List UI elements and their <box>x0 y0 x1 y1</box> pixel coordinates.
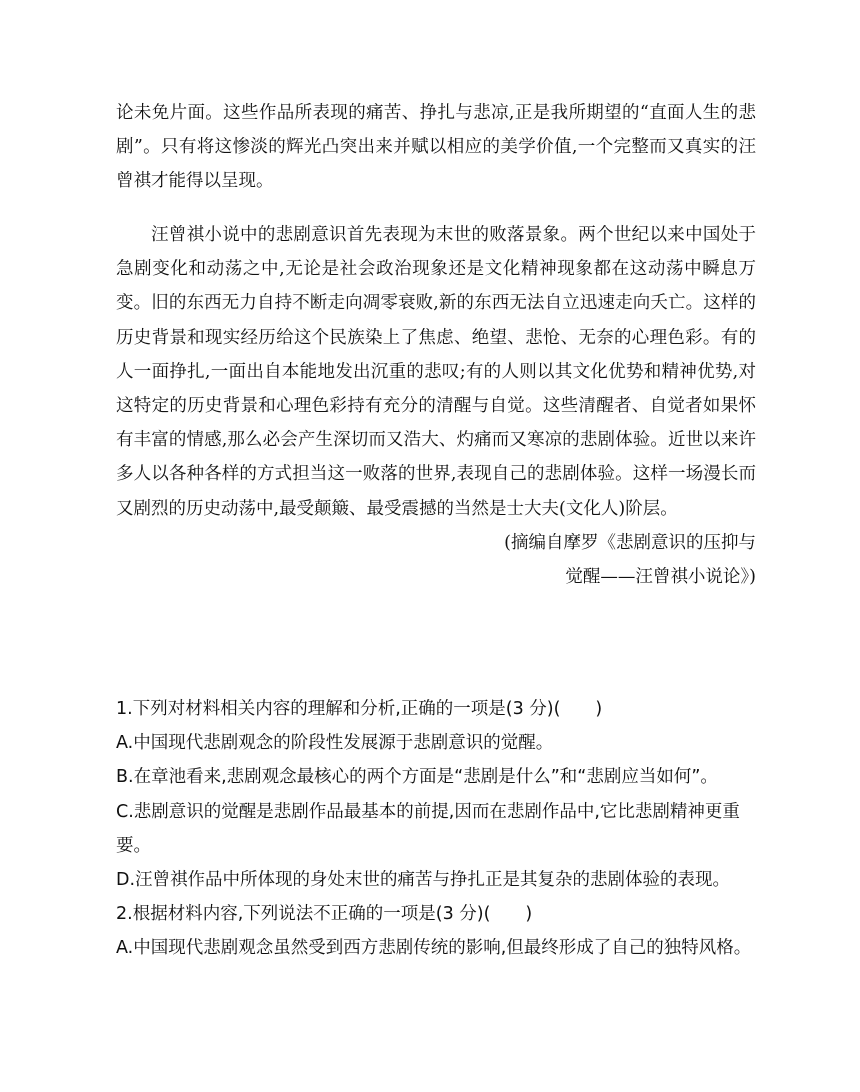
question-2-stem: 2.根据材料内容,下列说法不正确的一项是(3 分)( ) <box>116 904 533 925</box>
passage-text-1: 论未免片面。这些作品所表现的痛苦、挣扎与悲凉,正是我所期望的“直面人生的悲剧”。只有将这惨淡的辉光凸突出来并赋以相应的美学价值,一个完整而又真实的汪曾祺才能得以呈现。 <box>116 103 756 192</box>
citation-line-1: (摘编自摩罗《悲剧意识的压抑与 <box>504 532 756 553</box>
question-1-option-d: D.汪曾祺作品中所体现的身处末世的痛苦与挣扎正是其复杂的悲剧体验的表现。 <box>116 870 731 891</box>
question-1-option-c: C.悲剧意识的觉醒是悲剧作品最基本的前提,因而在悲剧作品中,它比悲剧精神更重要。 <box>116 801 740 856</box>
question-1-option-a: A.中国现代悲剧观念的阶段性发展源于悲剧意识的觉醒。 <box>116 733 554 754</box>
question-2-option-a: A.中国现代悲剧观念虽然受到西方悲剧传统的影响,但最终形成了自己的独特风格。 <box>116 938 752 959</box>
citation <box>116 526 756 594</box>
question-1-stem: 1.下列对材料相关内容的理解和分析,正确的一项是(3 分)( ) <box>116 699 603 719</box>
passage-paragraph-2 <box>116 218 756 594</box>
question-1-option-b: B.在章池看来,悲剧观念最核心的两个方面是“悲剧是什么”和“悲剧应当如何”。 <box>116 767 718 788</box>
citation-line-2: 觉醒——汪曾祺小说论》) <box>565 567 756 588</box>
passage-text-2: 汪曾祺小说中的悲剧意识首先表现为末世的败落景象。两个世纪以来中国处于急剧变化和动荡之中,无论是社会政治现象还是文化精神现象都在这动荡中瞬息万变。旧的东西无力自持不断走向凋零衰败,新的东西无法自立迅速走向夭亡。这样的历史背景和现实经历给这个民族染上了焦虑、绝望、悲怆、无奈的心理色彩。有的人一面挣扎,一面出自本能地发出沉重的悲叹;有的人则以其文化优势和精神优势,对这特定的历史背景和心理色彩持有充分的清醒与自觉。这些清醒者、自觉者如果怀有丰富的情感,那么必会产生深切而又浩大、灼痛而又寒凉的悲剧体验。近世以来许多人以各种各样的方式担当这一败落的世界,表现自己的悲剧体验。这样一场漫长而又剧烈的历史动荡中,最受颠簸、最受震撼的当然是士大夫(文化人)阶层。 <box>116 225 756 519</box>
passage-paragraph-1 <box>116 96 756 199</box>
question-block <box>116 692 756 966</box>
